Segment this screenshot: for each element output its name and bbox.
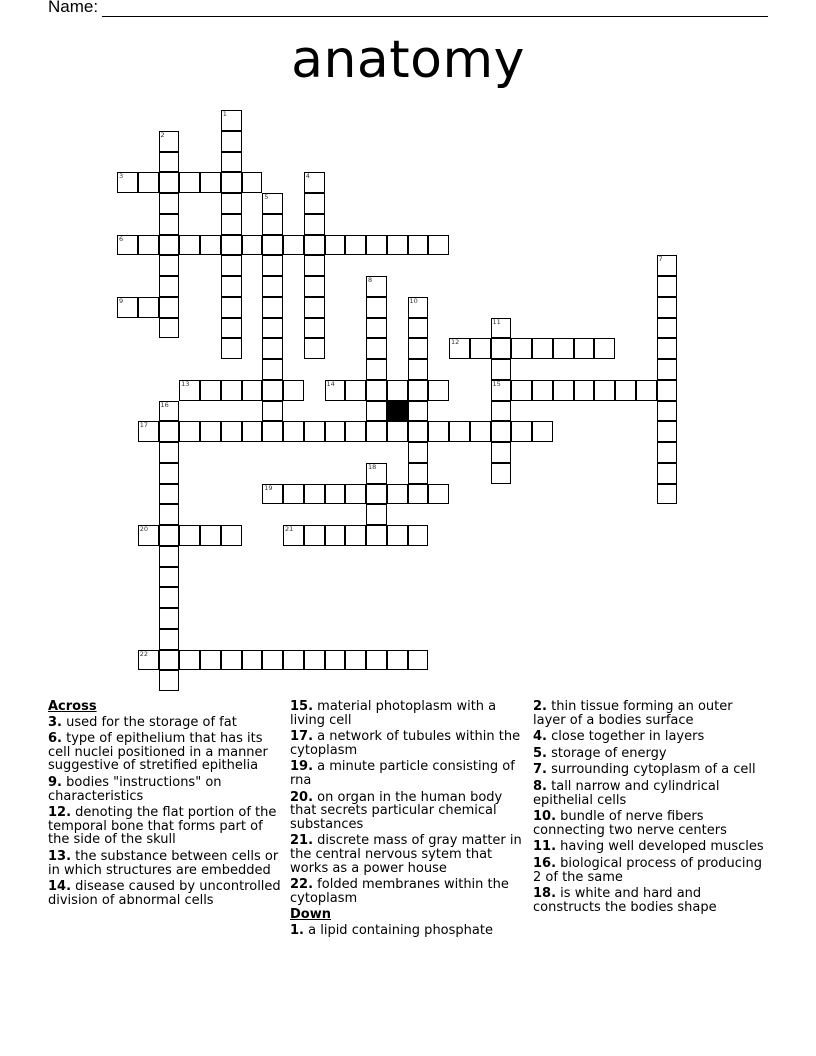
grid-cell[interactable] bbox=[304, 172, 325, 193]
clue-across: 13. the substance between cells or in which structures are embedded bbox=[48, 848, 279, 878]
grid-cell[interactable] bbox=[366, 525, 387, 546]
grid-cell[interactable] bbox=[200, 380, 221, 401]
grid-cell[interactable] bbox=[138, 235, 159, 256]
grid-cell[interactable] bbox=[325, 421, 346, 442]
clue-number: 7 bbox=[658, 255, 663, 264]
grid-cell[interactable] bbox=[262, 214, 283, 235]
grid-cell[interactable] bbox=[221, 318, 242, 339]
grid-cell[interactable] bbox=[138, 525, 159, 546]
grid-cell[interactable] bbox=[304, 214, 325, 235]
grid-cell[interactable] bbox=[325, 484, 346, 505]
grid-cell[interactable] bbox=[366, 235, 387, 256]
grid-cell[interactable] bbox=[159, 214, 180, 235]
grid-cell[interactable] bbox=[657, 297, 678, 318]
grid-cell[interactable] bbox=[262, 318, 283, 339]
clue-column-3 bbox=[533, 700, 769, 917]
grid-cell[interactable] bbox=[242, 421, 263, 442]
grid-cell[interactable] bbox=[283, 421, 304, 442]
grid-cell[interactable] bbox=[159, 255, 180, 276]
grid-cell[interactable] bbox=[387, 484, 408, 505]
grid-cell[interactable] bbox=[262, 650, 283, 671]
grid-cell[interactable] bbox=[345, 484, 366, 505]
grid-cell[interactable] bbox=[262, 401, 283, 422]
clue-number: 1 bbox=[222, 110, 227, 118]
grid-cell[interactable] bbox=[159, 235, 180, 256]
grid-cell[interactable] bbox=[200, 650, 221, 671]
grid-cell[interactable] bbox=[366, 484, 387, 505]
clue-down: 11. having well developed muscles bbox=[533, 839, 764, 855]
grid-cell[interactable] bbox=[262, 235, 283, 256]
grid-cell[interactable] bbox=[366, 380, 387, 401]
grid-cell[interactable] bbox=[200, 421, 221, 442]
grid-cell[interactable] bbox=[387, 380, 408, 401]
grid-cell[interactable] bbox=[262, 193, 283, 214]
grid-cell[interactable] bbox=[159, 567, 180, 588]
grid-cell[interactable] bbox=[366, 359, 387, 380]
clue-number: 6 bbox=[119, 234, 124, 243]
clue-across: 9. bodies "instructions" on characteristics bbox=[48, 774, 222, 804]
grid-cell[interactable] bbox=[491, 318, 512, 339]
grid-cell[interactable] bbox=[179, 172, 200, 193]
grid-cell[interactable] bbox=[159, 670, 180, 691]
grid-cell[interactable] bbox=[532, 338, 553, 359]
grid-cell[interactable] bbox=[221, 297, 242, 318]
grid-cell[interactable] bbox=[159, 587, 180, 608]
grid-cell[interactable] bbox=[594, 338, 615, 359]
clue-across: 15. material photoplasm with a living cell bbox=[290, 699, 497, 728]
grid-cell[interactable] bbox=[408, 463, 429, 484]
grid-cell[interactable] bbox=[408, 338, 429, 359]
grid-cell[interactable] bbox=[262, 276, 283, 297]
grid-cell[interactable] bbox=[657, 421, 678, 442]
grid-cell[interactable] bbox=[221, 276, 242, 297]
clue-number: 5 bbox=[264, 193, 269, 201]
name-label: Name: bbox=[48, 0, 99, 16]
grid-cell[interactable] bbox=[304, 193, 325, 214]
grid-cell[interactable] bbox=[221, 110, 242, 131]
grid-cell[interactable] bbox=[428, 380, 449, 401]
grid-cell[interactable] bbox=[179, 235, 200, 256]
grid-cell[interactable] bbox=[345, 650, 366, 671]
grid-cell[interactable] bbox=[470, 421, 491, 442]
grid-cell[interactable] bbox=[221, 338, 242, 359]
grid-cell[interactable] bbox=[615, 380, 636, 401]
grid-cell[interactable] bbox=[262, 338, 283, 359]
clue-down: 4. close together in layers bbox=[533, 729, 705, 745]
clue-down: 16. biological process of producing 2 of the same bbox=[533, 855, 763, 885]
grid-cell[interactable] bbox=[262, 421, 283, 442]
clue-down: 8. tall narrow and cylindrical epithelial cells bbox=[533, 778, 720, 808]
grid-cell[interactable] bbox=[159, 193, 180, 214]
name-underline[interactable] bbox=[102, 2, 768, 17]
grid-cell[interactable] bbox=[428, 235, 449, 256]
grid-cell[interactable] bbox=[366, 463, 387, 484]
grid-cell[interactable] bbox=[179, 650, 200, 671]
clue-number: 11 bbox=[492, 317, 501, 326]
across-heading: Across bbox=[48, 699, 97, 714]
grid-cell[interactable] bbox=[345, 421, 366, 442]
grid-cell[interactable] bbox=[138, 650, 159, 671]
grid-cell[interactable] bbox=[159, 172, 180, 193]
grid-cell[interactable] bbox=[221, 131, 242, 152]
grid-cell[interactable] bbox=[491, 421, 512, 442]
grid-cell[interactable] bbox=[574, 380, 595, 401]
grid-cell[interactable] bbox=[159, 318, 180, 339]
clue-number: 22 bbox=[139, 649, 149, 658]
grid-cell[interactable] bbox=[242, 650, 263, 671]
grid-cell[interactable] bbox=[532, 421, 553, 442]
grid-cell[interactable] bbox=[221, 650, 242, 671]
grid-cell[interactable] bbox=[408, 297, 429, 318]
clue-across: 21. discrete mass of gray matter in the central nervous sytem that works as a power house bbox=[290, 833, 522, 876]
clue-across: 14. disease caused by uncontrolled division of abnormal cells bbox=[48, 879, 281, 908]
grid-cell[interactable] bbox=[221, 421, 242, 442]
clue-number: 3 bbox=[119, 172, 124, 181]
puzzle-title: anatomy bbox=[291, 30, 525, 90]
grid-cell[interactable] bbox=[159, 525, 180, 546]
grid-cell[interactable] bbox=[345, 525, 366, 546]
grid-cell[interactable] bbox=[657, 338, 678, 359]
grid-cell[interactable] bbox=[325, 380, 346, 401]
grid-cell[interactable] bbox=[387, 235, 408, 256]
grid-cell[interactable] bbox=[491, 380, 512, 401]
grid-cell[interactable] bbox=[304, 318, 325, 339]
clue-down: 2. thin tissue forming an outer layer of a bodies surface bbox=[533, 699, 733, 728]
grid-cell[interactable] bbox=[408, 442, 429, 463]
clue-number: 17 bbox=[139, 421, 149, 430]
clue-number: 10 bbox=[409, 296, 418, 305]
grid-cell[interactable] bbox=[532, 380, 553, 401]
grid-cell[interactable] bbox=[304, 255, 325, 276]
grid-cell[interactable] bbox=[283, 380, 304, 401]
grid-cell[interactable] bbox=[408, 359, 429, 380]
grid-cell[interactable] bbox=[242, 172, 263, 193]
grid-cell[interactable] bbox=[304, 297, 325, 318]
clue-number: 14 bbox=[326, 379, 335, 388]
grid-cell[interactable] bbox=[159, 650, 180, 671]
grid-cell[interactable] bbox=[283, 650, 304, 671]
grid-cell[interactable] bbox=[138, 421, 159, 442]
grid-cell[interactable] bbox=[657, 401, 678, 422]
grid-cell[interactable] bbox=[262, 255, 283, 276]
grid-cell[interactable] bbox=[159, 421, 180, 442]
grid-cell[interactable] bbox=[408, 235, 429, 256]
grid-cell[interactable] bbox=[262, 359, 283, 380]
clue-number: 2 bbox=[160, 130, 165, 139]
grid-cell[interactable] bbox=[511, 380, 532, 401]
grid-cell[interactable] bbox=[200, 525, 221, 546]
grid-cell[interactable] bbox=[428, 421, 449, 442]
clue-number: 4 bbox=[305, 172, 310, 181]
grid-cell[interactable] bbox=[304, 484, 325, 505]
grid-cell[interactable] bbox=[159, 504, 180, 525]
clue-column-1 bbox=[48, 700, 284, 910]
grid-cell[interactable] bbox=[221, 525, 242, 546]
grid-cell[interactable] bbox=[221, 380, 242, 401]
grid-cell[interactable] bbox=[657, 463, 678, 484]
grid-cell[interactable] bbox=[159, 463, 180, 484]
grid-cell[interactable] bbox=[159, 276, 180, 297]
grid-cell[interactable] bbox=[408, 318, 429, 339]
grid-cell[interactable] bbox=[283, 235, 304, 256]
grid-cell[interactable] bbox=[117, 235, 138, 256]
grid-cell[interactable] bbox=[657, 255, 678, 276]
grid-cell[interactable] bbox=[345, 380, 366, 401]
clue-down: 5. storage of energy bbox=[533, 745, 667, 761]
clue-across: 17. a network of tubules within the cytoplasm bbox=[290, 729, 521, 758]
grid-cell[interactable] bbox=[657, 318, 678, 339]
grid-cell[interactable] bbox=[594, 380, 615, 401]
grid-cell[interactable] bbox=[159, 546, 180, 567]
grid-cell[interactable] bbox=[449, 421, 470, 442]
grid-cell[interactable] bbox=[470, 338, 491, 359]
grid-cell[interactable] bbox=[221, 214, 242, 235]
grid-cell[interactable] bbox=[387, 421, 408, 442]
grid-cell[interactable] bbox=[283, 525, 304, 546]
clue-down: 18. is white and hard and constructs the bodies shape bbox=[533, 886, 717, 915]
clue-number: 19 bbox=[264, 483, 273, 492]
grid-cell[interactable] bbox=[179, 380, 200, 401]
grid-cell[interactable] bbox=[304, 421, 325, 442]
grid-cell[interactable] bbox=[387, 650, 408, 671]
grid-cell[interactable] bbox=[325, 650, 346, 671]
clue-number: 18 bbox=[368, 462, 377, 471]
grid-cell[interactable] bbox=[325, 235, 346, 256]
grid-cell[interactable] bbox=[159, 442, 180, 463]
grid-cell[interactable] bbox=[117, 172, 138, 193]
grid-cell[interactable] bbox=[159, 629, 180, 650]
grid-cell[interactable] bbox=[366, 318, 387, 339]
grid-cell[interactable] bbox=[657, 359, 678, 380]
grid-cell[interactable] bbox=[159, 401, 180, 422]
grid-cell[interactable] bbox=[262, 297, 283, 318]
grid-cell[interactable] bbox=[408, 650, 429, 671]
grid-cell[interactable] bbox=[221, 172, 242, 193]
grid-cell[interactable] bbox=[242, 380, 263, 401]
clue-number: 15 bbox=[492, 379, 501, 388]
grid-cell[interactable] bbox=[491, 442, 512, 463]
down-heading: Down bbox=[290, 907, 331, 923]
grid-cell[interactable] bbox=[304, 276, 325, 297]
clue-down: 7. surrounding cytoplasm of a cell bbox=[533, 762, 756, 778]
clue-number: 16 bbox=[160, 400, 169, 409]
clue-across: 20. on organ in the human body that secrets particular chemical substances bbox=[290, 789, 503, 832]
grid-cell[interactable] bbox=[657, 442, 678, 463]
grid-cell[interactable] bbox=[159, 484, 180, 505]
grid-cell[interactable] bbox=[221, 255, 242, 276]
name-field[interactable] bbox=[48, 0, 768, 17]
grid-cell[interactable] bbox=[262, 484, 283, 505]
grid-cell[interactable] bbox=[366, 338, 387, 359]
grid-cell[interactable] bbox=[262, 380, 283, 401]
grid-cell[interactable] bbox=[304, 338, 325, 359]
grid-cell[interactable] bbox=[408, 421, 429, 442]
clue-across: 12. denoting the flat portion of the temporal bone that forms part of the side of the skull bbox=[48, 805, 277, 848]
clue-across: 19. a minute particle consisting of rna bbox=[290, 759, 515, 788]
grid-cell[interactable] bbox=[366, 421, 387, 442]
grid-cell[interactable] bbox=[408, 380, 429, 401]
grid-cell[interactable] bbox=[511, 421, 532, 442]
grid-cell[interactable] bbox=[657, 380, 678, 401]
grid-cell[interactable] bbox=[179, 525, 200, 546]
grid-cell[interactable] bbox=[511, 338, 532, 359]
clue-down: 10. bundle of nerve fibers connecting two nerve centers bbox=[533, 809, 727, 838]
grid-cell[interactable] bbox=[408, 484, 429, 505]
grid-cell[interactable] bbox=[408, 525, 429, 546]
clue-across: 6. type of epithelium that has its cell nuclei positioned in a manner suggestive of stretified epithelia bbox=[48, 731, 268, 774]
clue-number: 8 bbox=[368, 276, 373, 284]
grid-cell[interactable] bbox=[491, 401, 512, 422]
grid-cell[interactable] bbox=[366, 650, 387, 671]
grid-cell[interactable] bbox=[138, 297, 159, 318]
grid-cell[interactable] bbox=[345, 235, 366, 256]
grid-cell[interactable] bbox=[366, 297, 387, 318]
grid-cell[interactable] bbox=[242, 235, 263, 256]
grid-cell[interactable] bbox=[304, 235, 325, 256]
grid-cell[interactable] bbox=[221, 152, 242, 173]
grid-cell[interactable] bbox=[159, 608, 180, 629]
clue-down: 1. a lipid containing phosphate bbox=[290, 922, 493, 938]
grid-cell[interactable] bbox=[657, 484, 678, 505]
grid-cell[interactable] bbox=[553, 380, 574, 401]
clue-number: 9 bbox=[119, 296, 124, 305]
clue-number: 20 bbox=[139, 525, 149, 533]
grid-cell[interactable] bbox=[117, 297, 138, 318]
clue-across: 22. folded membranes within the cytoplasm bbox=[290, 877, 509, 906]
grid-cell[interactable] bbox=[221, 193, 242, 214]
grid-cell[interactable] bbox=[283, 484, 304, 505]
grid-cell[interactable] bbox=[449, 338, 470, 359]
grid-cell[interactable] bbox=[159, 152, 180, 173]
grid-cell[interactable] bbox=[491, 463, 512, 484]
clue-column-2 bbox=[290, 700, 526, 941]
grid-cell[interactable] bbox=[159, 131, 180, 152]
grid-cell[interactable] bbox=[221, 235, 242, 256]
grid-cell[interactable] bbox=[491, 359, 512, 380]
clue-number: 12 bbox=[451, 338, 460, 347]
grid-cell[interactable] bbox=[553, 338, 574, 359]
grid-cell[interactable] bbox=[408, 401, 429, 422]
grid-cell[interactable] bbox=[636, 380, 657, 401]
grid-cell[interactable] bbox=[428, 484, 449, 505]
clue-across: 3. used for the storage of fat bbox=[48, 714, 237, 730]
grid-cell[interactable] bbox=[657, 276, 678, 297]
grid-cell[interactable] bbox=[138, 172, 159, 193]
grid-cell[interactable] bbox=[304, 650, 325, 671]
grid-cell[interactable] bbox=[325, 525, 346, 546]
grid-cell[interactable] bbox=[491, 338, 512, 359]
grid-cell[interactable] bbox=[366, 276, 387, 297]
black-cell bbox=[387, 401, 408, 422]
clue-number: 21 bbox=[285, 525, 294, 533]
grid-cell[interactable] bbox=[159, 297, 180, 318]
grid-cell[interactable] bbox=[366, 504, 387, 525]
grid-cell[interactable] bbox=[387, 525, 408, 546]
grid-cell[interactable] bbox=[200, 235, 221, 256]
grid-cell[interactable] bbox=[304, 525, 325, 546]
grid-cell[interactable] bbox=[179, 421, 200, 442]
grid-cell[interactable] bbox=[200, 172, 221, 193]
grid-cell[interactable] bbox=[574, 338, 595, 359]
grid-cell[interactable] bbox=[366, 401, 387, 422]
clue-number: 13 bbox=[181, 379, 190, 388]
